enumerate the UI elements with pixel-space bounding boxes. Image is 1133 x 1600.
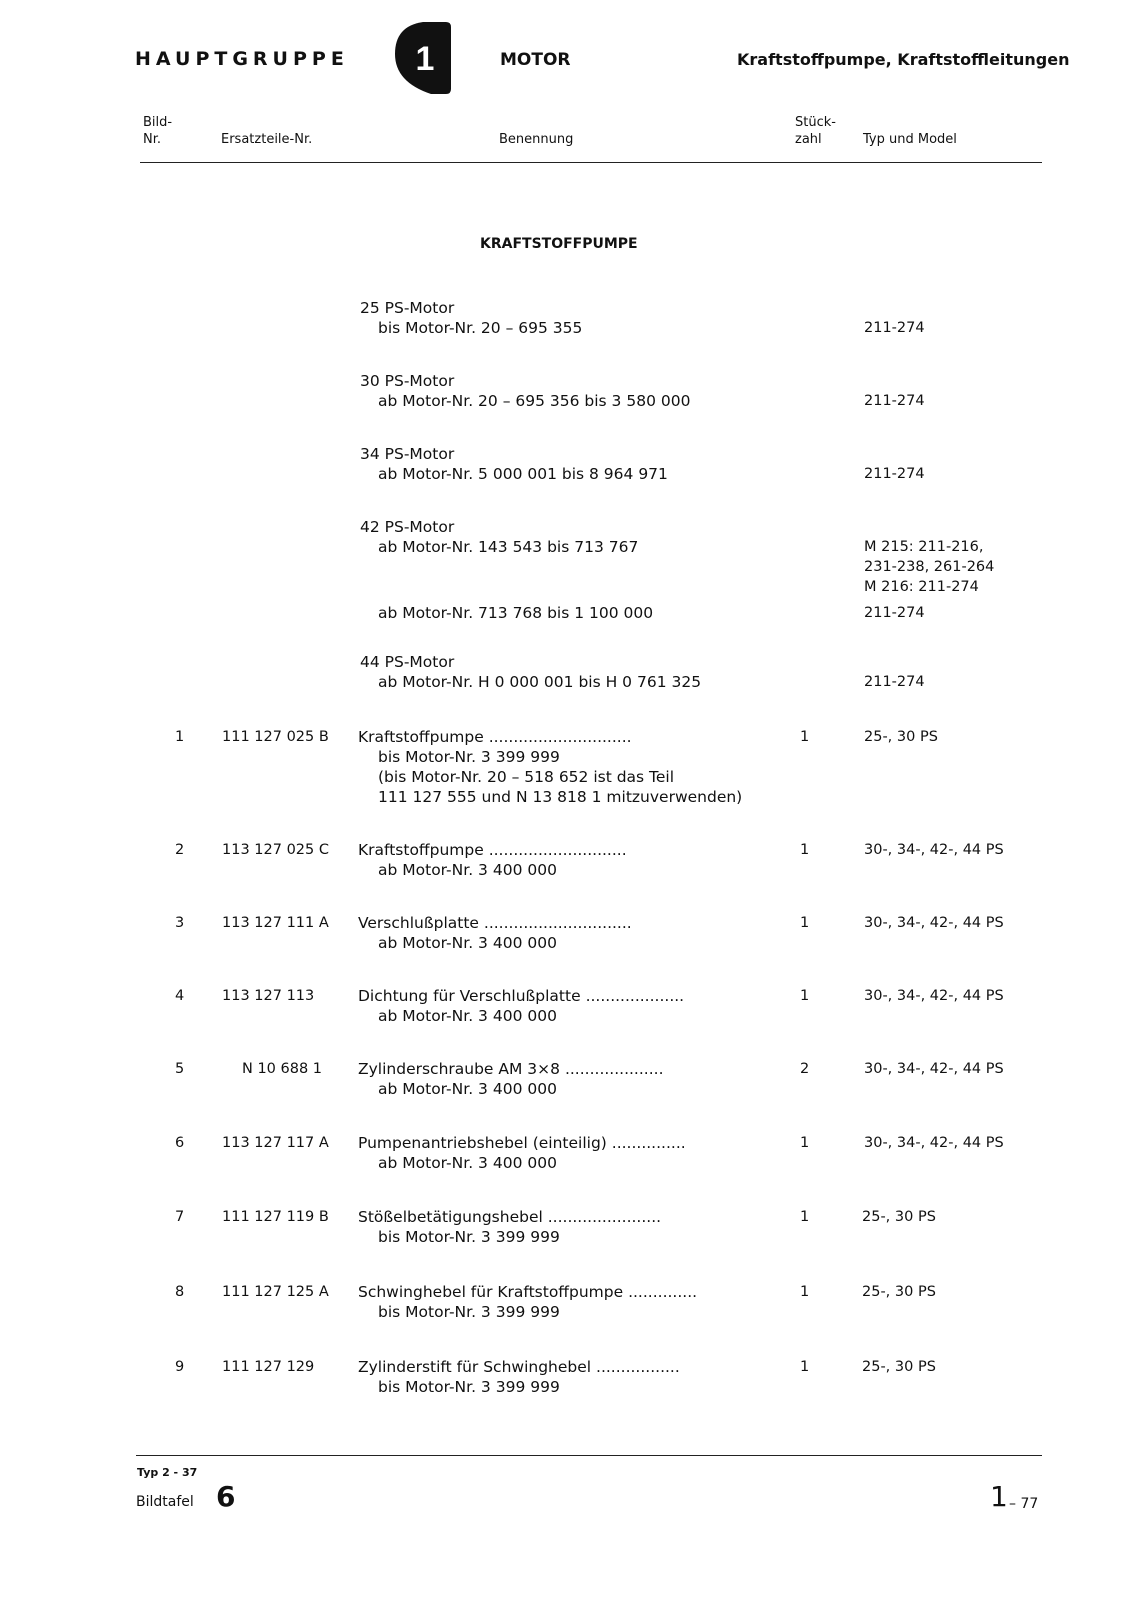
part-bild-nr: 3 [175,915,185,931]
part-note: ab Motor-Nr. 3 400 000 [378,934,557,952]
part-typ: 25-, 30 PS [862,1284,936,1300]
part-number: 113 127 117 A [222,1135,329,1151]
part-bild-nr: 5 [175,1061,185,1077]
engine-range: ab Motor-Nr. H 0 000 001 bis H 0 761 325 [378,673,702,691]
page-number-major: 1 [990,1480,1008,1513]
part-note: bis Motor-Nr. 3 399 999 (bis Motor-Nr. 20 – 518 652 ist das Teil 111 127 555 und N 13 818 1 mitzuverwenden) [378,748,743,806]
col-benennung: Benennung [499,132,574,147]
page-subject: Kraftstoffpumpe, Kraftstoffleitungen [737,50,1070,69]
part-note: bis Motor-Nr. 3 399 999 [378,1303,560,1321]
part-note: bis Motor-Nr. 3 399 999 [378,1228,560,1246]
part-bild-nr: 6 [175,1135,185,1151]
part-name: Zylinderschraube AM 3×8 .................... [358,1060,664,1078]
part-typ: 30-, 34-, 42-, 44 PS [864,1135,1004,1151]
part-number: 111 127 129 [222,1359,315,1375]
engine-name: 25 PS-Motor [360,299,455,317]
part-qty: 1 [800,1135,810,1151]
engine-range: bis Motor-Nr. 20 – 695 355 [378,319,583,337]
part-qty: 1 [800,1284,810,1300]
part-number: 113 127 025 C [222,842,329,858]
footer-typ: Typ 2 - 37 [137,1466,198,1479]
part-name: Dichtung für Verschlußplatte .................... [358,987,685,1005]
part-name: Verschlußplatte .............................. [358,914,632,932]
engine-typ: M 215: 211-216, 231-238, 261-264 M 216: 211-274 [864,539,995,595]
part-bild-nr: 9 [175,1359,185,1375]
part-qty: 1 [800,842,810,858]
engine-range: ab Motor-Nr. 713 768 bis 1 100 000 [378,604,654,622]
part-qty: 1 [800,988,810,1004]
part-qty: 1 [800,1359,810,1375]
bildtafel-label: Bildtafel [136,1494,194,1510]
part-bild-nr: 4 [175,988,185,1004]
footer-rule [136,1455,1042,1456]
engine-name: 42 PS-Motor [360,518,455,536]
col-stueckzahl: Stück- zahl [795,115,836,147]
col-ersatzteile: Ersatzteile-Nr. [221,132,313,147]
col-typ-model: Typ und Model [863,132,957,147]
dot-leader: ............... [611,1134,686,1152]
part-bild-nr: 2 [175,842,185,858]
part-number: 111 127 025 B [222,729,329,745]
part-note: bis Motor-Nr. 3 399 999 [378,1378,560,1396]
part-number: 113 127 113 [222,988,315,1004]
part-name: Kraftstoffpumpe ............................ [358,841,627,859]
part-qty: 1 [800,1209,810,1225]
part-name: Pumpenantriebshebel (einteilig) ............... [358,1134,686,1152]
part-bild-nr: 1 [175,729,185,745]
part-bild-nr: 7 [175,1209,185,1225]
part-name: Zylinderstift für Schwinghebel ................. [358,1358,680,1376]
engine-name: 34 PS-Motor [360,445,455,463]
part-typ: 25-, 30 PS [862,1359,936,1375]
bildtafel-number: 6 [216,1480,236,1513]
engine-typ: 211-274 [864,320,925,336]
dot-leader: .................... [585,987,685,1005]
engine-range: ab Motor-Nr. 143 543 bis 713 767 [378,538,639,556]
part-name: Kraftstoffpumpe ............................. [358,728,632,746]
part-typ: 30-, 34-, 42-, 44 PS [864,1061,1004,1077]
dot-leader: .............................. [483,914,632,932]
part-typ: 25-, 30 PS [864,729,938,745]
section-title: KRAFTSTOFFPUMPE [480,236,638,252]
dot-leader: .................... [564,1060,664,1078]
part-number: 111 127 119 B [222,1209,329,1225]
col-bild-nr: Bild- Nr. [143,115,173,147]
part-name: Schwinghebel für Kraftstoffpumpe .............. [358,1283,698,1301]
engine-typ: 211-274 [864,605,925,621]
part-bild-nr: 8 [175,1284,185,1300]
page-number-minor: – 77 [1009,1496,1039,1512]
part-name: Stößelbetätigungshebel ....................... [358,1208,662,1226]
part-note: ab Motor-Nr. 3 400 000 [378,861,557,879]
engine-range: ab Motor-Nr. 20 – 695 356 bis 3 580 000 [378,392,691,410]
dot-leader: ............................. [488,728,632,746]
group-number: 1 [415,40,435,78]
engine-range: ab Motor-Nr. 5 000 001 bis 8 964 971 [378,465,668,483]
part-typ: 30-, 34-, 42-, 44 PS [864,915,1004,931]
dot-leader: ....................... [547,1208,662,1226]
engine-typ: 211-274 [864,393,925,409]
dot-leader: ............................ [488,841,627,859]
group-name: MOTOR [500,50,571,70]
part-number: 113 127 111 A [222,915,329,931]
part-qty: 2 [800,1061,810,1077]
part-note: ab Motor-Nr. 3 400 000 [378,1080,557,1098]
dot-leader: ................. [596,1358,680,1376]
group-label: HAUPTGRUPPE [135,48,349,70]
part-typ: 30-, 34-, 42-, 44 PS [864,988,1004,1004]
part-note: ab Motor-Nr. 3 400 000 [378,1154,557,1172]
part-typ: 25-, 30 PS [862,1209,936,1225]
part-qty: 1 [800,915,810,931]
part-number: N 10 688 1 [242,1061,323,1077]
part-number: 111 127 125 A [222,1284,329,1300]
header-rule [140,162,1042,163]
part-typ: 30-, 34-, 42-, 44 PS [864,842,1004,858]
dot-leader: .............. [628,1283,698,1301]
engine-typ: 211-274 [864,466,925,482]
engine-name: 30 PS-Motor [360,372,455,390]
part-note: ab Motor-Nr. 3 400 000 [378,1007,557,1025]
engine-name: 44 PS-Motor [360,653,455,671]
group-number-badge [395,22,451,94]
engine-typ: 211-274 [864,674,925,690]
part-qty: 1 [800,729,810,745]
